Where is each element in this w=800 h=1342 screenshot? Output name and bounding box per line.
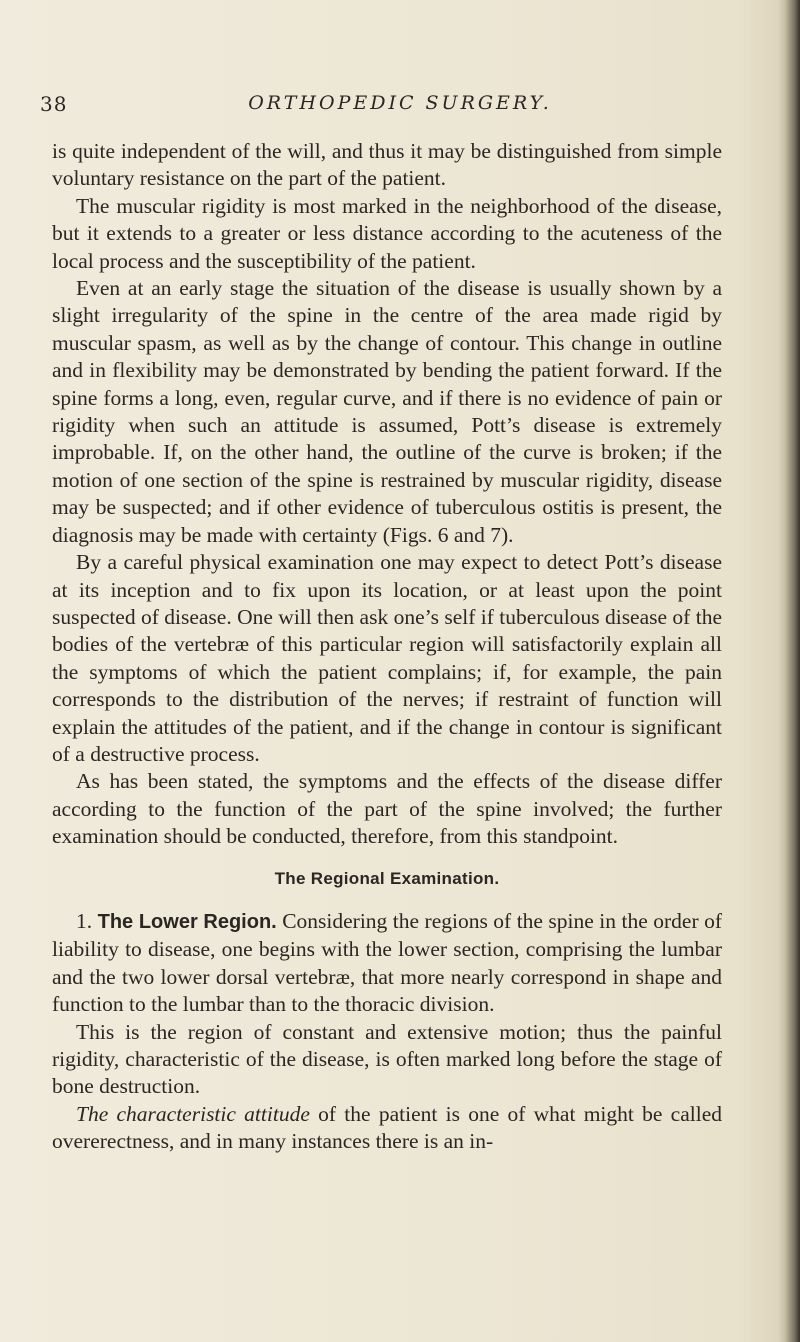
paragraph-lower-region: [52, 908, 722, 1019]
paragraph-text: of the patient is one of what might be called overerectness, and in many instances there is an in-: [52, 1101, 723, 1154]
running-title: ORTHOPEDIC SURGERY.: [248, 92, 552, 114]
paragraph: is quite independent of the will, and thus it may be distinguished from simple voluntary resistance on the part of the patient.: [52, 139, 722, 191]
section-heading: The Regional Examination.: [274, 868, 500, 888]
paragraph: The muscular rigidity is most marked in the neighborhood of the disease, but it extends to a greater or less distance according to the acuteness of the local process and the susceptibility of the patient.: [52, 193, 722, 273]
paragraph: By a careful physical examination one may expect to detect Pott’s disease at its inception and to fix upon its location, or at least upon the point suspected of disease. One will then ask one’s self if tuberculous disease of the bodies of the vertebræ of this particular region will satisfactorily explain all the symptoms of which the patient complains; if, for example, the pain corresponds to the distribution of the nerves; if restraint of function will explain the attitudes of the patient, and if the change in contour is significant of a destructive process.: [52, 550, 722, 766]
subsection-title: The Lower Region.: [97, 910, 277, 933]
paragraph: This is the region of constant and extensive motion; thus the painful rigidity, characteristic of the disease, is often marked long before the stage of bone destruction.: [52, 1019, 722, 1099]
italic-phrase: The characteristic attitude: [76, 1101, 310, 1126]
paragraph-attitude: [52, 1101, 722, 1156]
item-number: 1.: [76, 908, 93, 933]
paragraph-text: Considering the regions of the spine in the order of liability to disease, one begins with the lower section, comprising the lumbar and the two lower dorsal vertebræ, that more nearly correspond in shape and function to the lumbar than to the thoracic division.: [52, 908, 722, 1017]
paragraph: As has been stated, the symptoms and the effects of the disease differ according to the function of the part of the spine involved; the further examination should be conducted, therefore, from this standpoint.: [52, 769, 722, 849]
paragraph: Even at an early stage the situation of the disease is usually shown by a slight irregularity of the spine in the centre of the area made rigid by muscular spasm, as well as by the change of contour. This change in outline and in flexibility may be demonstrated by bending the patient forward. If the spine forms a long, even, regular curve, and if there is no evidence of pain or rigidity when such an attitude is assumed, Pott’s disease is extremely improbable. If, on the other hand, the outline of the curve is broken; if the motion of one section of the spine is restrained by muscular rigidity, disease may be suspected; and if other evidence of tuberculous ostitis is present, the diagnosis may be made with certainty (Figs. 6 and 7).: [52, 276, 722, 547]
page-number: 38: [40, 92, 68, 116]
body-text: [52, 138, 722, 1156]
page-edge-shadow: [778, 0, 800, 1342]
running-head: [40, 92, 760, 118]
